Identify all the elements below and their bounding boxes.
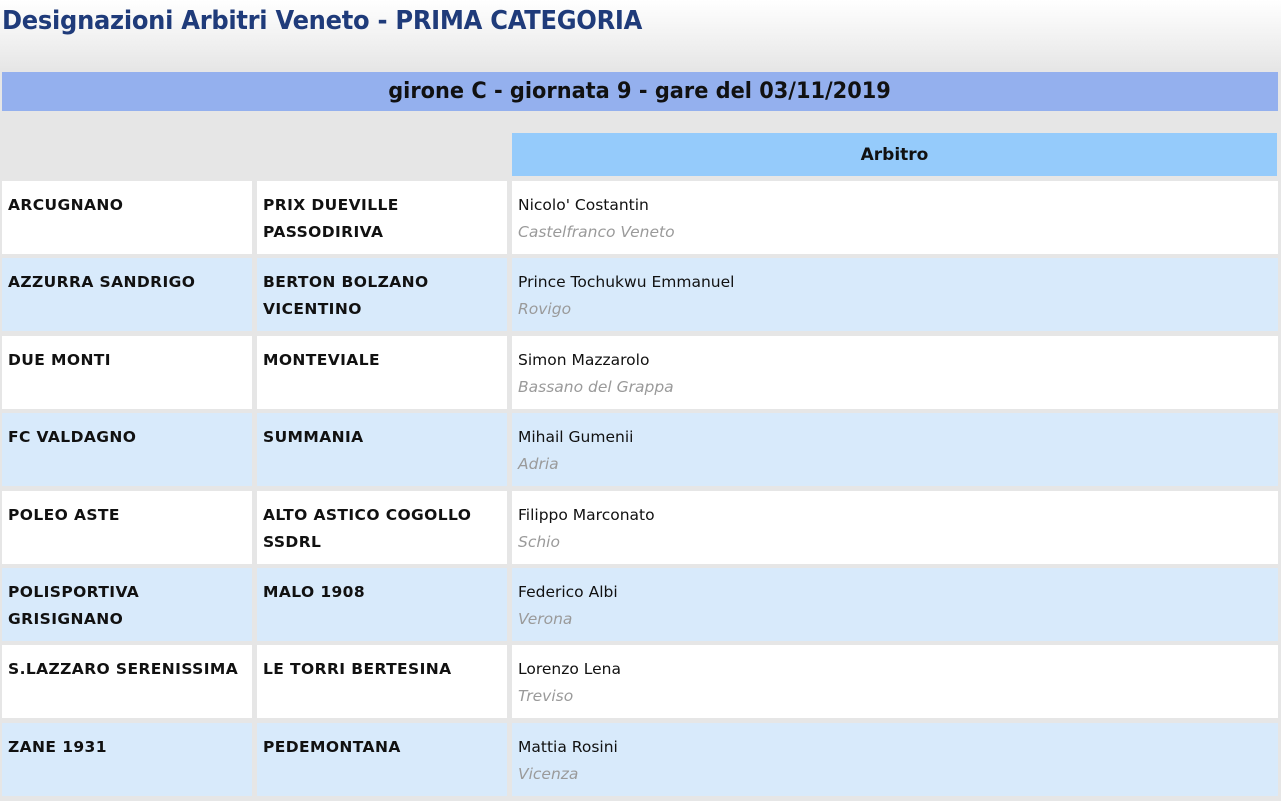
away-team: MONTEVIALE bbox=[263, 350, 380, 369]
referee-column-header bbox=[512, 133, 1277, 176]
referee-city: Verona bbox=[518, 609, 573, 628]
referee-cell bbox=[512, 723, 1278, 796]
away-team-cell bbox=[257, 568, 507, 641]
home-team-cell bbox=[2, 723, 252, 796]
round-label: girone C - giornata 9 - gare del 03/11/2019 bbox=[388, 79, 892, 104]
referee-name: Nicolo' Costantin bbox=[518, 196, 649, 214]
home-team: AZZURRA SANDRIGO bbox=[8, 273, 196, 292]
referee-name: Prince Tochukwu Emmanuel bbox=[518, 273, 735, 292]
home-team: POLEO ASTE bbox=[8, 505, 120, 524]
referee-name: Lorenzo Lena bbox=[518, 660, 622, 679]
away-team-cell bbox=[257, 258, 507, 331]
referee-column-label: Arbitro bbox=[860, 144, 929, 165]
home-team-cell bbox=[2, 491, 252, 564]
home-team: ARCUGNANO bbox=[8, 196, 124, 214]
referee-cell bbox=[512, 645, 1278, 718]
round-header bbox=[2, 72, 1278, 111]
away-team-cell bbox=[257, 645, 507, 718]
referee-cell bbox=[512, 491, 1278, 564]
home-team: DUE MONTI bbox=[8, 350, 111, 369]
referee-name: Filippo Marconato bbox=[518, 505, 655, 524]
referee-cell bbox=[512, 568, 1278, 641]
referee-city: Rovigo bbox=[518, 300, 572, 319]
home-team-cell bbox=[2, 258, 252, 331]
referee-city: Adria bbox=[518, 455, 559, 474]
away-team: BERTON BOLZANO VICENTINO bbox=[263, 273, 429, 319]
referee-city: Schio bbox=[518, 532, 560, 551]
away-team-cell bbox=[257, 336, 507, 409]
home-team: FC VALDAGNO bbox=[8, 428, 137, 447]
table-row bbox=[2, 723, 1278, 796]
referee-cell bbox=[512, 336, 1278, 409]
referee-city: Bassano del Grappa bbox=[518, 377, 674, 396]
referee-city: Treviso bbox=[518, 687, 574, 706]
home-team-cell bbox=[2, 568, 252, 641]
away-team: SUMMANIA bbox=[263, 428, 364, 447]
away-team-cell bbox=[257, 413, 507, 486]
home-team: POLISPORTIVA GRISIGNANO bbox=[8, 582, 140, 628]
referee-name: Simon Mazzarolo bbox=[518, 350, 650, 369]
away-team-cell bbox=[257, 181, 507, 254]
home-team-cell bbox=[2, 645, 252, 718]
referee-city: Castelfranco Veneto bbox=[518, 223, 675, 241]
referee-name: Federico Albi bbox=[518, 582, 618, 601]
away-team-cell bbox=[257, 723, 507, 796]
page-title: Designazioni Arbitri Veneto - PRIMA CATEGORIA bbox=[2, 6, 643, 36]
referee-name: Mihail Gumenii bbox=[518, 428, 634, 447]
home-team-cell bbox=[2, 181, 252, 254]
table-row bbox=[2, 645, 1278, 718]
away-team: PEDEMONTANA bbox=[263, 737, 401, 756]
referee-cell bbox=[512, 181, 1278, 254]
away-team-cell bbox=[257, 491, 507, 564]
home-team-cell bbox=[2, 413, 252, 486]
away-team: MALO 1908 bbox=[263, 582, 366, 601]
table-row bbox=[2, 568, 1278, 641]
referee-city: Vicenza bbox=[518, 764, 579, 783]
table-row bbox=[2, 491, 1278, 564]
table-row bbox=[2, 336, 1278, 409]
home-team: ZANE 1931 bbox=[8, 737, 107, 756]
away-team: ALTO ASTICO COGOLLO SSDRL bbox=[263, 505, 472, 551]
home-team: S.LAZZARO SERENISSIMA bbox=[8, 660, 239, 679]
table-row bbox=[2, 181, 1278, 254]
table-row bbox=[2, 258, 1278, 331]
matches-table bbox=[2, 181, 1278, 800]
table-row bbox=[2, 413, 1278, 486]
home-team-cell bbox=[2, 336, 252, 409]
referee-cell bbox=[512, 258, 1278, 331]
away-team: LE TORRI BERTESINA bbox=[263, 660, 452, 679]
referee-cell bbox=[512, 413, 1278, 486]
away-team: PRIX DUEVILLE PASSODIRIVA bbox=[263, 196, 399, 241]
referee-name: Mattia Rosini bbox=[518, 737, 618, 756]
